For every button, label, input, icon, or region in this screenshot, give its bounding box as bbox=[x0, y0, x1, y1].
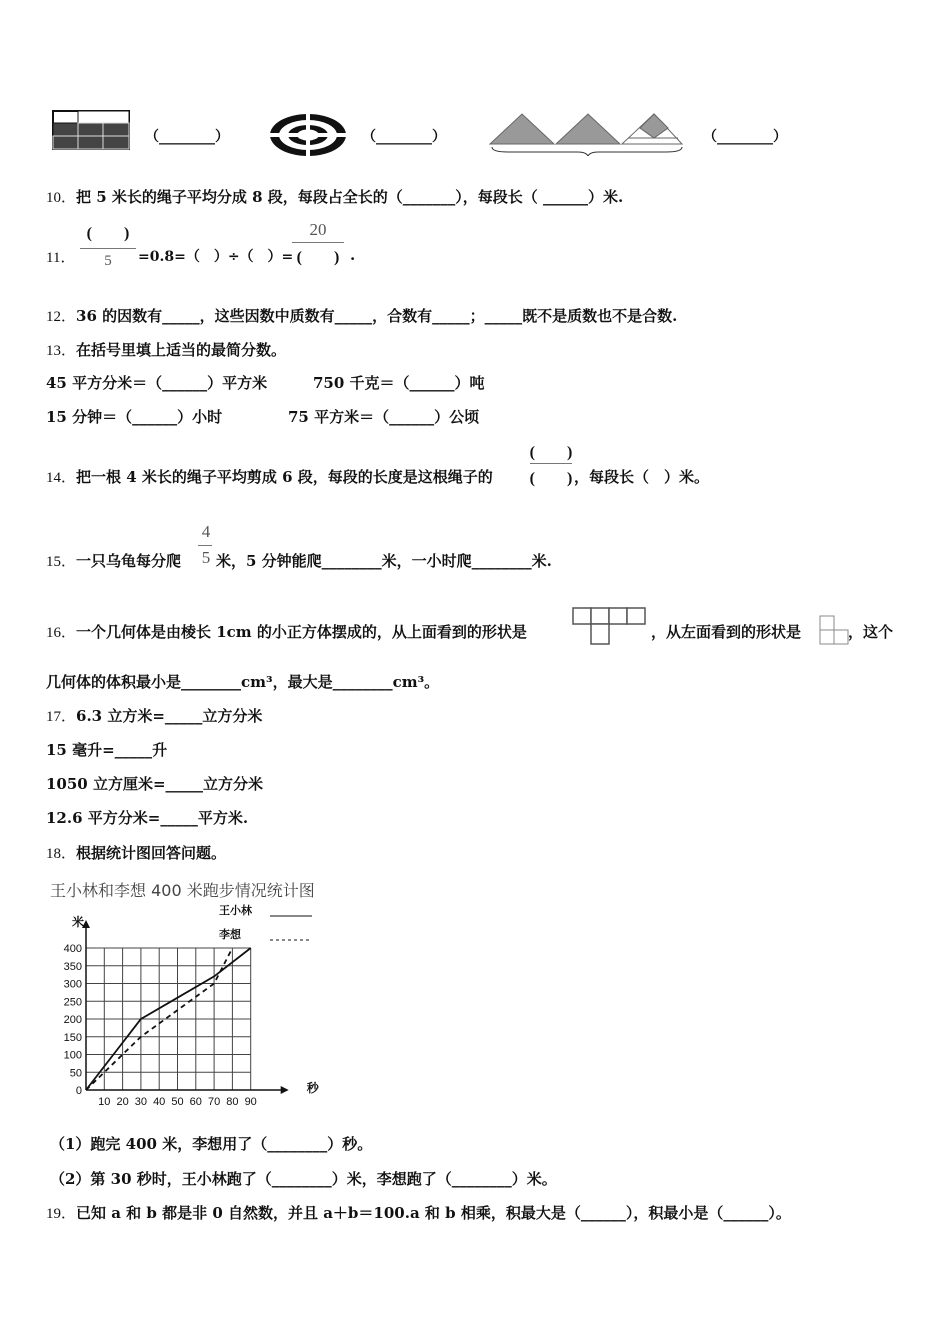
question-18 bbox=[46, 842, 226, 863]
question-19 bbox=[46, 1202, 791, 1223]
question-number: 17． bbox=[46, 709, 77, 725]
q17-line-3: 1050 立方厘米=_____立方分米 bbox=[46, 775, 264, 793]
question-number: 13． bbox=[46, 343, 77, 359]
top-view-figure bbox=[572, 606, 648, 646]
question-number: 19． bbox=[46, 1206, 77, 1222]
x-tick-label: 90 bbox=[244, 1096, 257, 1108]
question-number: 18． bbox=[46, 846, 77, 862]
question-number: 16． bbox=[46, 625, 77, 641]
y-tick-label: 0 bbox=[75, 1085, 82, 1097]
x-tick-label: 60 bbox=[189, 1096, 202, 1108]
question-number: 12． bbox=[46, 309, 77, 325]
question-text-end: ，每段长（ ）米。 bbox=[574, 468, 710, 486]
question-18-sub-1: （1）跑完 400 米，李想用了（________）秒。 bbox=[50, 1135, 373, 1153]
q13-row-2a: 15 分钟＝（______）小时 bbox=[46, 408, 223, 426]
question-13 bbox=[46, 339, 286, 360]
chart-title: 王小林和李想 400 米跑步情况统计图 bbox=[50, 881, 315, 900]
question-text-c: ，这个 bbox=[848, 623, 894, 641]
question-text: 6.3 立方米=_____立方分米 bbox=[76, 707, 263, 725]
x-tick-label: 30 bbox=[134, 1096, 148, 1108]
q9-blank-2[interactable]: （________） bbox=[362, 129, 446, 145]
legend-label-2: 李想 bbox=[219, 929, 241, 941]
question-number: 15． bbox=[46, 554, 77, 570]
question-text: 把 5 米长的绳子平均分成 8 段，每段占全长的（_______），每段长（ ______）米. bbox=[76, 188, 624, 206]
question-number: 11． bbox=[46, 250, 76, 266]
x-tick-label: 10 bbox=[98, 1096, 111, 1108]
question-text-end: 米，5 分钟能爬________米，一小时爬________米. bbox=[216, 552, 552, 570]
left-view-figure bbox=[818, 614, 852, 646]
x-axis-label: 秒 bbox=[306, 1081, 319, 1095]
x-tick-label: 40 bbox=[153, 1096, 166, 1108]
fraction-2-denominator: ( ) bbox=[296, 249, 340, 266]
question-text: 一只乌龟每分爬 bbox=[76, 552, 182, 570]
question-text: 根据统计图回答问题。 bbox=[76, 844, 227, 862]
q13-row-1b: 750 千克＝（______）吨 bbox=[313, 374, 485, 392]
question-number: 14． bbox=[46, 470, 77, 486]
chart-grid bbox=[86, 948, 251, 1090]
question-text: 在括号里填上适当的最简分数。 bbox=[76, 341, 287, 359]
fraction-denominator: 5 bbox=[201, 548, 211, 567]
fraction-1-numerator: ( ) bbox=[86, 225, 130, 242]
question-12 bbox=[46, 305, 677, 326]
chart-tick-labels bbox=[64, 914, 320, 1108]
fraction-numerator: 4 bbox=[201, 522, 211, 541]
question-text: 一个几何体是由棱长 1cm 的小正方体摆成的，从上面看到的形状是 bbox=[76, 623, 527, 641]
question-10 bbox=[46, 186, 623, 207]
q13-row-2b: 75 平方米＝（______）公顷 bbox=[288, 408, 480, 426]
q9-blank-1[interactable]: （________） bbox=[145, 129, 229, 145]
y-tick-label: 200 bbox=[63, 1014, 82, 1026]
equation-middle: =0.8=（ ）÷（ ）= bbox=[138, 249, 294, 265]
x-tick-label: 80 bbox=[226, 1096, 239, 1108]
y-tick-label: 250 bbox=[63, 996, 82, 1009]
line-chart bbox=[44, 900, 374, 1110]
y-tick-label: 50 bbox=[69, 1067, 82, 1080]
q9-blank-3[interactable]: （________） bbox=[703, 129, 787, 145]
question-16-line-2: 几何体的体积最小是________cm³，最大是________cm³。 bbox=[46, 673, 440, 691]
question-text: 已知 a 和 b 都是非 0 自然数，并且 a＋b＝100.a 和 b 相乘，积最大是（______），积最小是（______）。 bbox=[76, 1204, 791, 1222]
x-tick-label: 70 bbox=[207, 1096, 221, 1108]
question-text: 36 的因数有_____，这些因数中质数有_____，合数有_____；_____既不是质数也不是合数. bbox=[76, 307, 678, 325]
period: . bbox=[350, 246, 356, 264]
question-18-sub-2: （2）第 30 秒时，王小林跑了（________）米，李想跑了（________）米。 bbox=[50, 1170, 557, 1188]
y-axis-label: 米 bbox=[72, 915, 85, 929]
triangles-figure bbox=[488, 110, 684, 156]
q17-line-2: 15 毫升=_____升 bbox=[46, 741, 168, 759]
target-rings-figure bbox=[268, 112, 348, 158]
question-number: 10． bbox=[46, 190, 77, 206]
fraction-2-numerator: 20 bbox=[309, 220, 327, 239]
question-text-b: ，从左面看到的形状是 bbox=[651, 623, 802, 641]
y-tick-label: 300 bbox=[63, 978, 82, 991]
y-tick-label: 400 bbox=[63, 943, 82, 955]
question-text: 把一根 4 米长的绳子平均剪成 6 段，每段的长度是这根绳子的 bbox=[76, 468, 493, 486]
q13-row-1a: 45 平方分米＝（______）平方米 bbox=[46, 374, 268, 392]
chart-legend bbox=[219, 903, 312, 941]
grid-shaded-figure bbox=[52, 110, 130, 150]
chart-axes bbox=[82, 920, 289, 1094]
legend-label-1: 王小林 bbox=[219, 905, 252, 917]
fraction-numerator: ( ) bbox=[529, 444, 573, 461]
fraction-1-denominator: 5 bbox=[104, 253, 112, 269]
fraction-denominator: ( ) bbox=[529, 470, 573, 487]
x-axis-arrow bbox=[281, 1086, 289, 1094]
question-17 bbox=[46, 705, 262, 726]
q17-line-4: 12.6 平方分米=_____平方米. bbox=[46, 809, 249, 827]
y-tick-label: 150 bbox=[63, 1031, 82, 1044]
x-tick-label: 50 bbox=[171, 1096, 184, 1108]
x-tick-label: 20 bbox=[116, 1096, 129, 1108]
y-tick-label: 100 bbox=[63, 1049, 82, 1062]
y-tick-label: 350 bbox=[63, 960, 82, 973]
